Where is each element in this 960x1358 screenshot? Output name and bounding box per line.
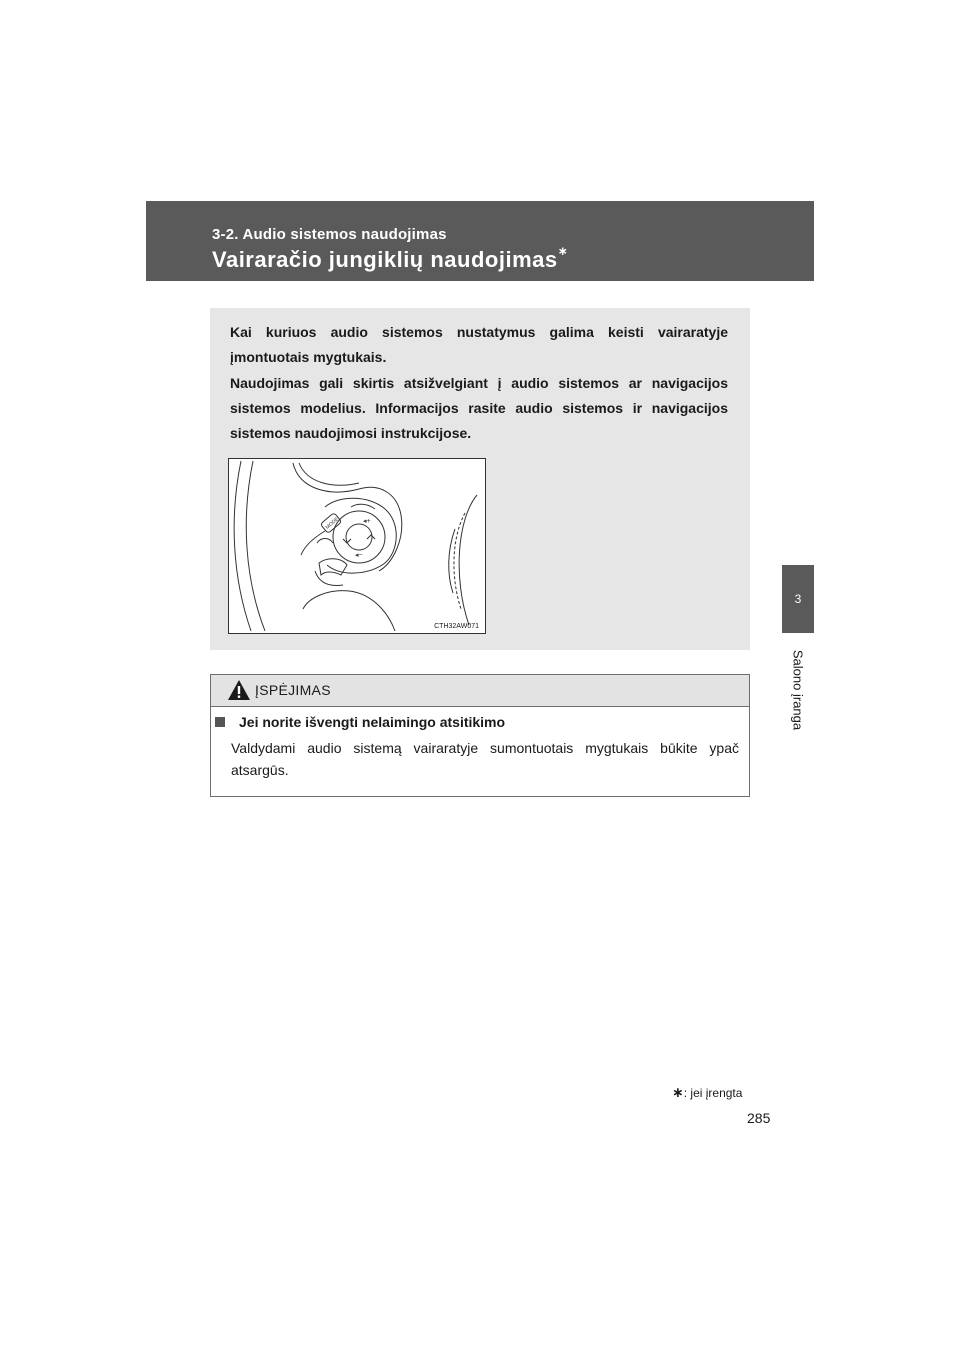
steering-wheel-illustration (228, 458, 486, 634)
volume-up-icon: ◂+ (363, 518, 371, 525)
chapter-tab (782, 565, 814, 633)
warning-box (210, 674, 750, 797)
page-title (212, 243, 569, 273)
steering-wheel-drawing (229, 459, 485, 633)
footnote-text: : jei įrengta (683, 1086, 743, 1100)
intro-box (210, 308, 750, 650)
mode-button-label: MODE (324, 516, 340, 531)
intro-paragraph-2: Naudojimas gali skirtis atsižvelgiant į audio sistemos ar navigacijos sistemos modelius. Informacijos rasite audio sistemos ir navigacijos sistemos naudojimosi instrukcijose. (230, 375, 728, 441)
chapter-label: Salono įranga (790, 649, 806, 731)
page-number: 285 (747, 1110, 771, 1126)
intro-paragraph-1: Kai kuriuos audio sistemos nustatymus galima keisti vairaratyje įmontuotais mygtukais. (230, 324, 728, 365)
page-title-text: Vairaračio jungiklių naudojimas (212, 247, 558, 272)
warning-triangle-icon (227, 679, 251, 701)
warning-label: ĮSPĖJIMAS (255, 682, 331, 698)
figure-code: CTH32AW071 (434, 623, 479, 630)
warning-subheading: Jei norite išvengti nelaimingo atsitikimo (239, 714, 506, 730)
title-footnote-mark: ∗ (557, 243, 569, 258)
footnote-mark: ∗ (672, 1084, 684, 1100)
square-bullet-icon (215, 717, 225, 727)
volume-down-icon: ◂− (355, 552, 363, 559)
warning-header (211, 675, 749, 707)
chapter-header-band (146, 201, 814, 281)
chapter-number: 3 (794, 592, 802, 606)
section-label: 3-2. Audio sistemos naudojimas (212, 226, 447, 243)
warning-text: Valdydami audio sistemą vairaratyje sumontuotais mygtukais būkite ypač atsargūs. (231, 740, 739, 778)
footnote (672, 1084, 742, 1101)
